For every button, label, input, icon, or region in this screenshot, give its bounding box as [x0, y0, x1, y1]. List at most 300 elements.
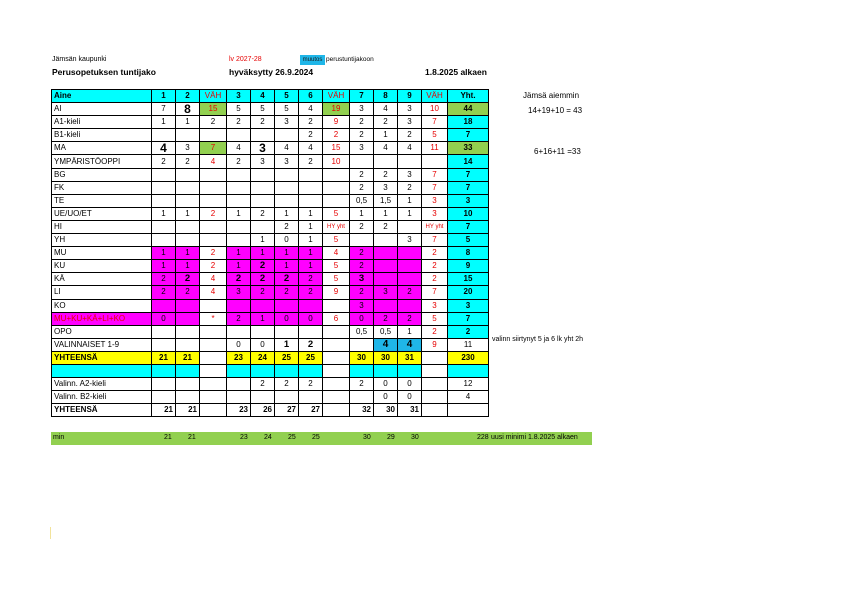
- cell: [299, 391, 323, 404]
- cell: 27: [275, 404, 299, 417]
- cell: 10: [323, 155, 350, 168]
- subject-label: VALINNAISET 1-9: [52, 338, 152, 351]
- cell: [152, 234, 176, 247]
- cell: 2: [275, 273, 299, 286]
- cell: [152, 129, 176, 142]
- cell: 3: [350, 103, 374, 116]
- cell: 2: [200, 260, 227, 273]
- cell: [323, 181, 350, 194]
- cell: 4: [299, 103, 323, 116]
- cell: 31: [398, 351, 422, 364]
- col-header-min: VÄH: [422, 90, 448, 103]
- cell: [227, 325, 251, 338]
- total-cell: 44: [448, 103, 489, 116]
- table-row: [52, 286, 489, 299]
- cell: [299, 168, 323, 181]
- org-name: Jämsän kaupunki: [52, 56, 107, 63]
- cell: [323, 325, 350, 338]
- cell: [323, 378, 350, 391]
- cell: [275, 181, 299, 194]
- subject-label: KO: [52, 299, 152, 312]
- cell: 4: [275, 142, 299, 155]
- table-row: [52, 220, 489, 233]
- table-row: [52, 312, 489, 325]
- cell: 3: [350, 142, 374, 155]
- cell: 4: [200, 273, 227, 286]
- cell: 1: [227, 207, 251, 220]
- table-row: [52, 247, 489, 260]
- total-cell: 8: [448, 247, 489, 260]
- col-header-grade: 2: [176, 90, 200, 103]
- subject-label: AI: [52, 103, 152, 116]
- subject-label: Valinn. A2-kieli: [52, 378, 152, 391]
- cell: 7: [422, 234, 448, 247]
- cell: [275, 194, 299, 207]
- cell: 2: [227, 312, 251, 325]
- cell: 2: [323, 129, 350, 142]
- cell: 2: [422, 247, 448, 260]
- cell: 0: [398, 391, 422, 404]
- cell: 3: [374, 286, 398, 299]
- cell: 1: [152, 116, 176, 129]
- school-year: lv 2027-28: [229, 56, 262, 63]
- cell: 11: [422, 142, 448, 155]
- cell: 4: [374, 142, 398, 155]
- total-cell: 10: [448, 207, 489, 220]
- cell: 2: [227, 155, 251, 168]
- cell: [152, 299, 176, 312]
- subject-label: BG: [52, 168, 152, 181]
- cell: [323, 168, 350, 181]
- cell: [374, 299, 398, 312]
- cell: 2: [200, 116, 227, 129]
- subject-label: YHTEENSÄ: [52, 351, 152, 364]
- cell: 4: [152, 142, 176, 155]
- cell: [299, 194, 323, 207]
- cell: 7: [422, 181, 448, 194]
- col-header-grade: 4: [251, 90, 275, 103]
- cell: [200, 220, 227, 233]
- cell: 30: [374, 351, 398, 364]
- cell: 0: [299, 312, 323, 325]
- total-cell: 7: [448, 181, 489, 194]
- spacer-cell: [52, 364, 152, 377]
- cell: [152, 168, 176, 181]
- cell: 3: [350, 299, 374, 312]
- cell: 5: [275, 103, 299, 116]
- table-row: [52, 168, 489, 181]
- cell: 2: [398, 312, 422, 325]
- cell: 5: [323, 234, 350, 247]
- subject-label: YH: [52, 234, 152, 247]
- table-row: [52, 325, 489, 338]
- table-row: [52, 103, 489, 116]
- cell: 0: [251, 338, 275, 351]
- cell: 1: [275, 338, 299, 351]
- table-row: [52, 273, 489, 286]
- cell: [422, 155, 448, 168]
- cell: 2: [251, 273, 275, 286]
- timetable-grid: [51, 89, 489, 417]
- cell: [398, 299, 422, 312]
- cell: [398, 155, 422, 168]
- total-cell: [448, 404, 489, 417]
- legend-change-box: muutos: [300, 55, 325, 65]
- cell: 2: [251, 207, 275, 220]
- cell: [200, 391, 227, 404]
- table-row: [52, 181, 489, 194]
- cell: [251, 168, 275, 181]
- cell: 8: [176, 103, 200, 116]
- cell: 1: [398, 194, 422, 207]
- cell: [152, 325, 176, 338]
- cell: 2: [350, 129, 374, 142]
- spacer-cell: [374, 364, 398, 377]
- cell: 1: [176, 116, 200, 129]
- cell: [176, 220, 200, 233]
- cell: [200, 378, 227, 391]
- cell: 3: [398, 168, 422, 181]
- cell: 2: [251, 116, 275, 129]
- cell: 1: [251, 247, 275, 260]
- cell: 2: [251, 260, 275, 273]
- cell: 2: [275, 378, 299, 391]
- cell: [323, 338, 350, 351]
- cell: 1: [176, 247, 200, 260]
- table-row: [52, 404, 489, 417]
- cell: 2: [398, 286, 422, 299]
- cell: [398, 273, 422, 286]
- cell: [152, 378, 176, 391]
- cell: 4: [200, 155, 227, 168]
- cell: 2: [422, 260, 448, 273]
- spacer-cell: [275, 364, 299, 377]
- cell: 5: [323, 207, 350, 220]
- page-title: Perusopetuksen tuntijako: [52, 67, 156, 77]
- cell: [176, 325, 200, 338]
- cell: 2: [299, 273, 323, 286]
- total-cell: 230: [448, 351, 489, 364]
- total-cell: 15: [448, 273, 489, 286]
- cell: [176, 234, 200, 247]
- total-cell: 9: [448, 260, 489, 273]
- table-row: [52, 234, 489, 247]
- cell: 3: [422, 299, 448, 312]
- cell: 2: [350, 116, 374, 129]
- previous-ma-calc: 6+16+11 =33: [534, 147, 581, 156]
- cell: [251, 181, 275, 194]
- cell: 1: [275, 247, 299, 260]
- cell: [176, 299, 200, 312]
- total-cell: 33: [448, 142, 489, 155]
- cell: 4: [227, 142, 251, 155]
- cell: [350, 391, 374, 404]
- previous-heading: Jämsä aiemmin: [523, 91, 580, 100]
- table-row: [52, 207, 489, 220]
- cell: [176, 194, 200, 207]
- spacer-cell: [152, 364, 176, 377]
- total-cell: 18: [448, 116, 489, 129]
- cell: [200, 299, 227, 312]
- cell: 4: [398, 338, 422, 351]
- cell: 4: [299, 142, 323, 155]
- cell: [227, 378, 251, 391]
- spacer-row: [52, 364, 489, 377]
- approval-date: hyväksytty 26.9.2024: [229, 67, 314, 77]
- col-header-grade: 9: [398, 90, 422, 103]
- cell: [323, 194, 350, 207]
- cell: [275, 129, 299, 142]
- col-header-total: Yht.: [448, 90, 489, 103]
- table-row: [52, 129, 489, 142]
- legend-change-text: perustuntijakoon: [326, 56, 374, 63]
- cell: 2: [350, 247, 374, 260]
- cell: [350, 155, 374, 168]
- col-header-min: VÄH: [323, 90, 350, 103]
- total-cell: 20: [448, 286, 489, 299]
- cell: 2: [200, 207, 227, 220]
- cell: [227, 194, 251, 207]
- spacer-cell: [398, 364, 422, 377]
- cell: [176, 391, 200, 404]
- cell: 5: [227, 103, 251, 116]
- cell: [227, 220, 251, 233]
- cell: 2: [152, 155, 176, 168]
- cell: 2: [422, 325, 448, 338]
- table-row: [52, 116, 489, 129]
- cell: [398, 260, 422, 273]
- col-header-grade: 3: [227, 90, 251, 103]
- cell: [200, 181, 227, 194]
- cell: 21: [176, 404, 200, 417]
- cell: 3: [398, 103, 422, 116]
- table-row: [52, 142, 489, 155]
- cell: 15: [323, 142, 350, 155]
- subject-label: MU+KU+KÄ+LI+KO: [52, 312, 152, 325]
- cell: 26: [251, 404, 275, 417]
- cell: 2: [176, 155, 200, 168]
- cell: 5: [422, 129, 448, 142]
- cell: 2: [398, 129, 422, 142]
- table-row: [52, 194, 489, 207]
- cell: 2: [227, 116, 251, 129]
- total-cell: 2: [448, 325, 489, 338]
- cell: 3: [251, 155, 275, 168]
- min-value: 23: [240, 434, 248, 441]
- cell: [422, 351, 448, 364]
- total-cell: 14: [448, 155, 489, 168]
- cell: 2: [374, 168, 398, 181]
- spacer-cell: [323, 364, 350, 377]
- cell: [275, 299, 299, 312]
- subject-label: FK: [52, 181, 152, 194]
- cell: 24: [251, 351, 275, 364]
- cell: 0: [275, 312, 299, 325]
- cell: 9: [422, 338, 448, 351]
- subject-label: MA: [52, 142, 152, 155]
- cell: 4: [398, 142, 422, 155]
- spacer-cell: [299, 364, 323, 377]
- cell: HY yht: [323, 220, 350, 233]
- spacer-cell: [176, 364, 200, 377]
- cell: 1: [227, 247, 251, 260]
- cell: 1: [152, 260, 176, 273]
- cell: 1: [299, 207, 323, 220]
- col-header-grade: 7: [350, 90, 374, 103]
- total-cell: 5: [448, 234, 489, 247]
- cell: 2: [398, 181, 422, 194]
- table-row: [52, 338, 489, 351]
- cell: 32: [350, 404, 374, 417]
- cell: 5: [251, 103, 275, 116]
- col-header-grade: 8: [374, 90, 398, 103]
- cell: 15: [200, 103, 227, 116]
- cell: [275, 168, 299, 181]
- cell: 0: [227, 338, 251, 351]
- table-row: [52, 155, 489, 168]
- cell: 21: [152, 351, 176, 364]
- spacer-cell: [251, 364, 275, 377]
- cell: [251, 299, 275, 312]
- cell: [152, 194, 176, 207]
- cell: 1: [299, 247, 323, 260]
- cell: 2: [299, 129, 323, 142]
- cell: 2: [251, 378, 275, 391]
- cell: 0: [275, 234, 299, 247]
- cell: 1: [398, 325, 422, 338]
- total-cell: 4: [448, 391, 489, 404]
- cell: [176, 312, 200, 325]
- min-value: 25: [288, 434, 296, 441]
- cell: 2: [275, 286, 299, 299]
- table-row: [52, 260, 489, 273]
- cell: [323, 404, 350, 417]
- elective-note: valinn siirtynyt 5 ja 6 lk yht 2h: [492, 336, 584, 343]
- cell: 2: [299, 378, 323, 391]
- cell: [176, 338, 200, 351]
- cell: 1: [374, 129, 398, 142]
- cell: 1: [251, 312, 275, 325]
- cell: 3: [176, 142, 200, 155]
- cell: [200, 325, 227, 338]
- subject-label: UE/UO/ET: [52, 207, 152, 220]
- cell: [422, 391, 448, 404]
- cell: 31: [398, 404, 422, 417]
- min-total: 228: [477, 434, 489, 441]
- cell: [176, 181, 200, 194]
- cell: [374, 155, 398, 168]
- cell: 0: [350, 312, 374, 325]
- cell: [251, 325, 275, 338]
- cell: [374, 234, 398, 247]
- cell: 3: [275, 155, 299, 168]
- subject-label: YHTEENSÄ: [52, 404, 152, 417]
- spacer-cell: [448, 364, 489, 377]
- cell: 5: [323, 260, 350, 273]
- cell: 1: [299, 260, 323, 273]
- min-value: 25: [312, 434, 320, 441]
- cell: 0,5: [350, 194, 374, 207]
- cell: 2: [227, 273, 251, 286]
- cell: 2: [350, 378, 374, 391]
- cell: [398, 247, 422, 260]
- cell: 1: [227, 260, 251, 273]
- cell: 3: [422, 207, 448, 220]
- cell: 6: [323, 312, 350, 325]
- subject-label: OPO: [52, 325, 152, 338]
- total-cell: 7: [448, 129, 489, 142]
- total-cell: 11: [448, 338, 489, 351]
- page-mark: [50, 527, 51, 539]
- cell: 0: [374, 391, 398, 404]
- col-header-grade: 5: [275, 90, 299, 103]
- cell: [152, 220, 176, 233]
- cell: 7: [200, 142, 227, 155]
- min-value: 21: [164, 434, 172, 441]
- col-header-min: VÄH: [200, 90, 227, 103]
- cell: 2: [350, 181, 374, 194]
- subject-label: YMPÄRISTÖOPPI: [52, 155, 152, 168]
- cell: 3: [398, 116, 422, 129]
- cell: 2: [299, 155, 323, 168]
- cell: 1: [398, 207, 422, 220]
- cell: 2: [374, 220, 398, 233]
- cell: 2: [350, 168, 374, 181]
- cell: 2: [176, 286, 200, 299]
- cell: [275, 391, 299, 404]
- cell: 2: [200, 247, 227, 260]
- cell: 1: [152, 247, 176, 260]
- cell: 2: [299, 286, 323, 299]
- cell: 2: [374, 312, 398, 325]
- header-row: [52, 90, 489, 103]
- subject-label: B1-kieli: [52, 129, 152, 142]
- cell: 7: [422, 168, 448, 181]
- cell: 21: [152, 404, 176, 417]
- cell: 0,5: [350, 325, 374, 338]
- total-cell: 3: [448, 194, 489, 207]
- cell: 3: [374, 181, 398, 194]
- cell: 7: [422, 116, 448, 129]
- cell: [323, 391, 350, 404]
- cell: 2: [299, 338, 323, 351]
- cell: 2: [350, 286, 374, 299]
- cell: 4: [374, 103, 398, 116]
- cell: [200, 351, 227, 364]
- minimum-row: [51, 432, 592, 445]
- total-cell: 3: [448, 299, 489, 312]
- cell: [152, 181, 176, 194]
- total-cell: 7: [448, 220, 489, 233]
- col-header-grade: 1: [152, 90, 176, 103]
- cell: 2: [251, 286, 275, 299]
- cell: 1: [275, 207, 299, 220]
- cell: [227, 168, 251, 181]
- cell: [422, 378, 448, 391]
- cell: 9: [323, 116, 350, 129]
- cell: [152, 338, 176, 351]
- cell: [200, 404, 227, 417]
- spacer-cell: [200, 364, 227, 377]
- min-value: 24: [264, 434, 272, 441]
- cell: 2: [374, 116, 398, 129]
- cell: [200, 234, 227, 247]
- col-header-subject: Aine: [52, 90, 152, 103]
- cell: [422, 404, 448, 417]
- cell: 5: [422, 312, 448, 325]
- subject-label: A1-kieli: [52, 116, 152, 129]
- cell: [350, 234, 374, 247]
